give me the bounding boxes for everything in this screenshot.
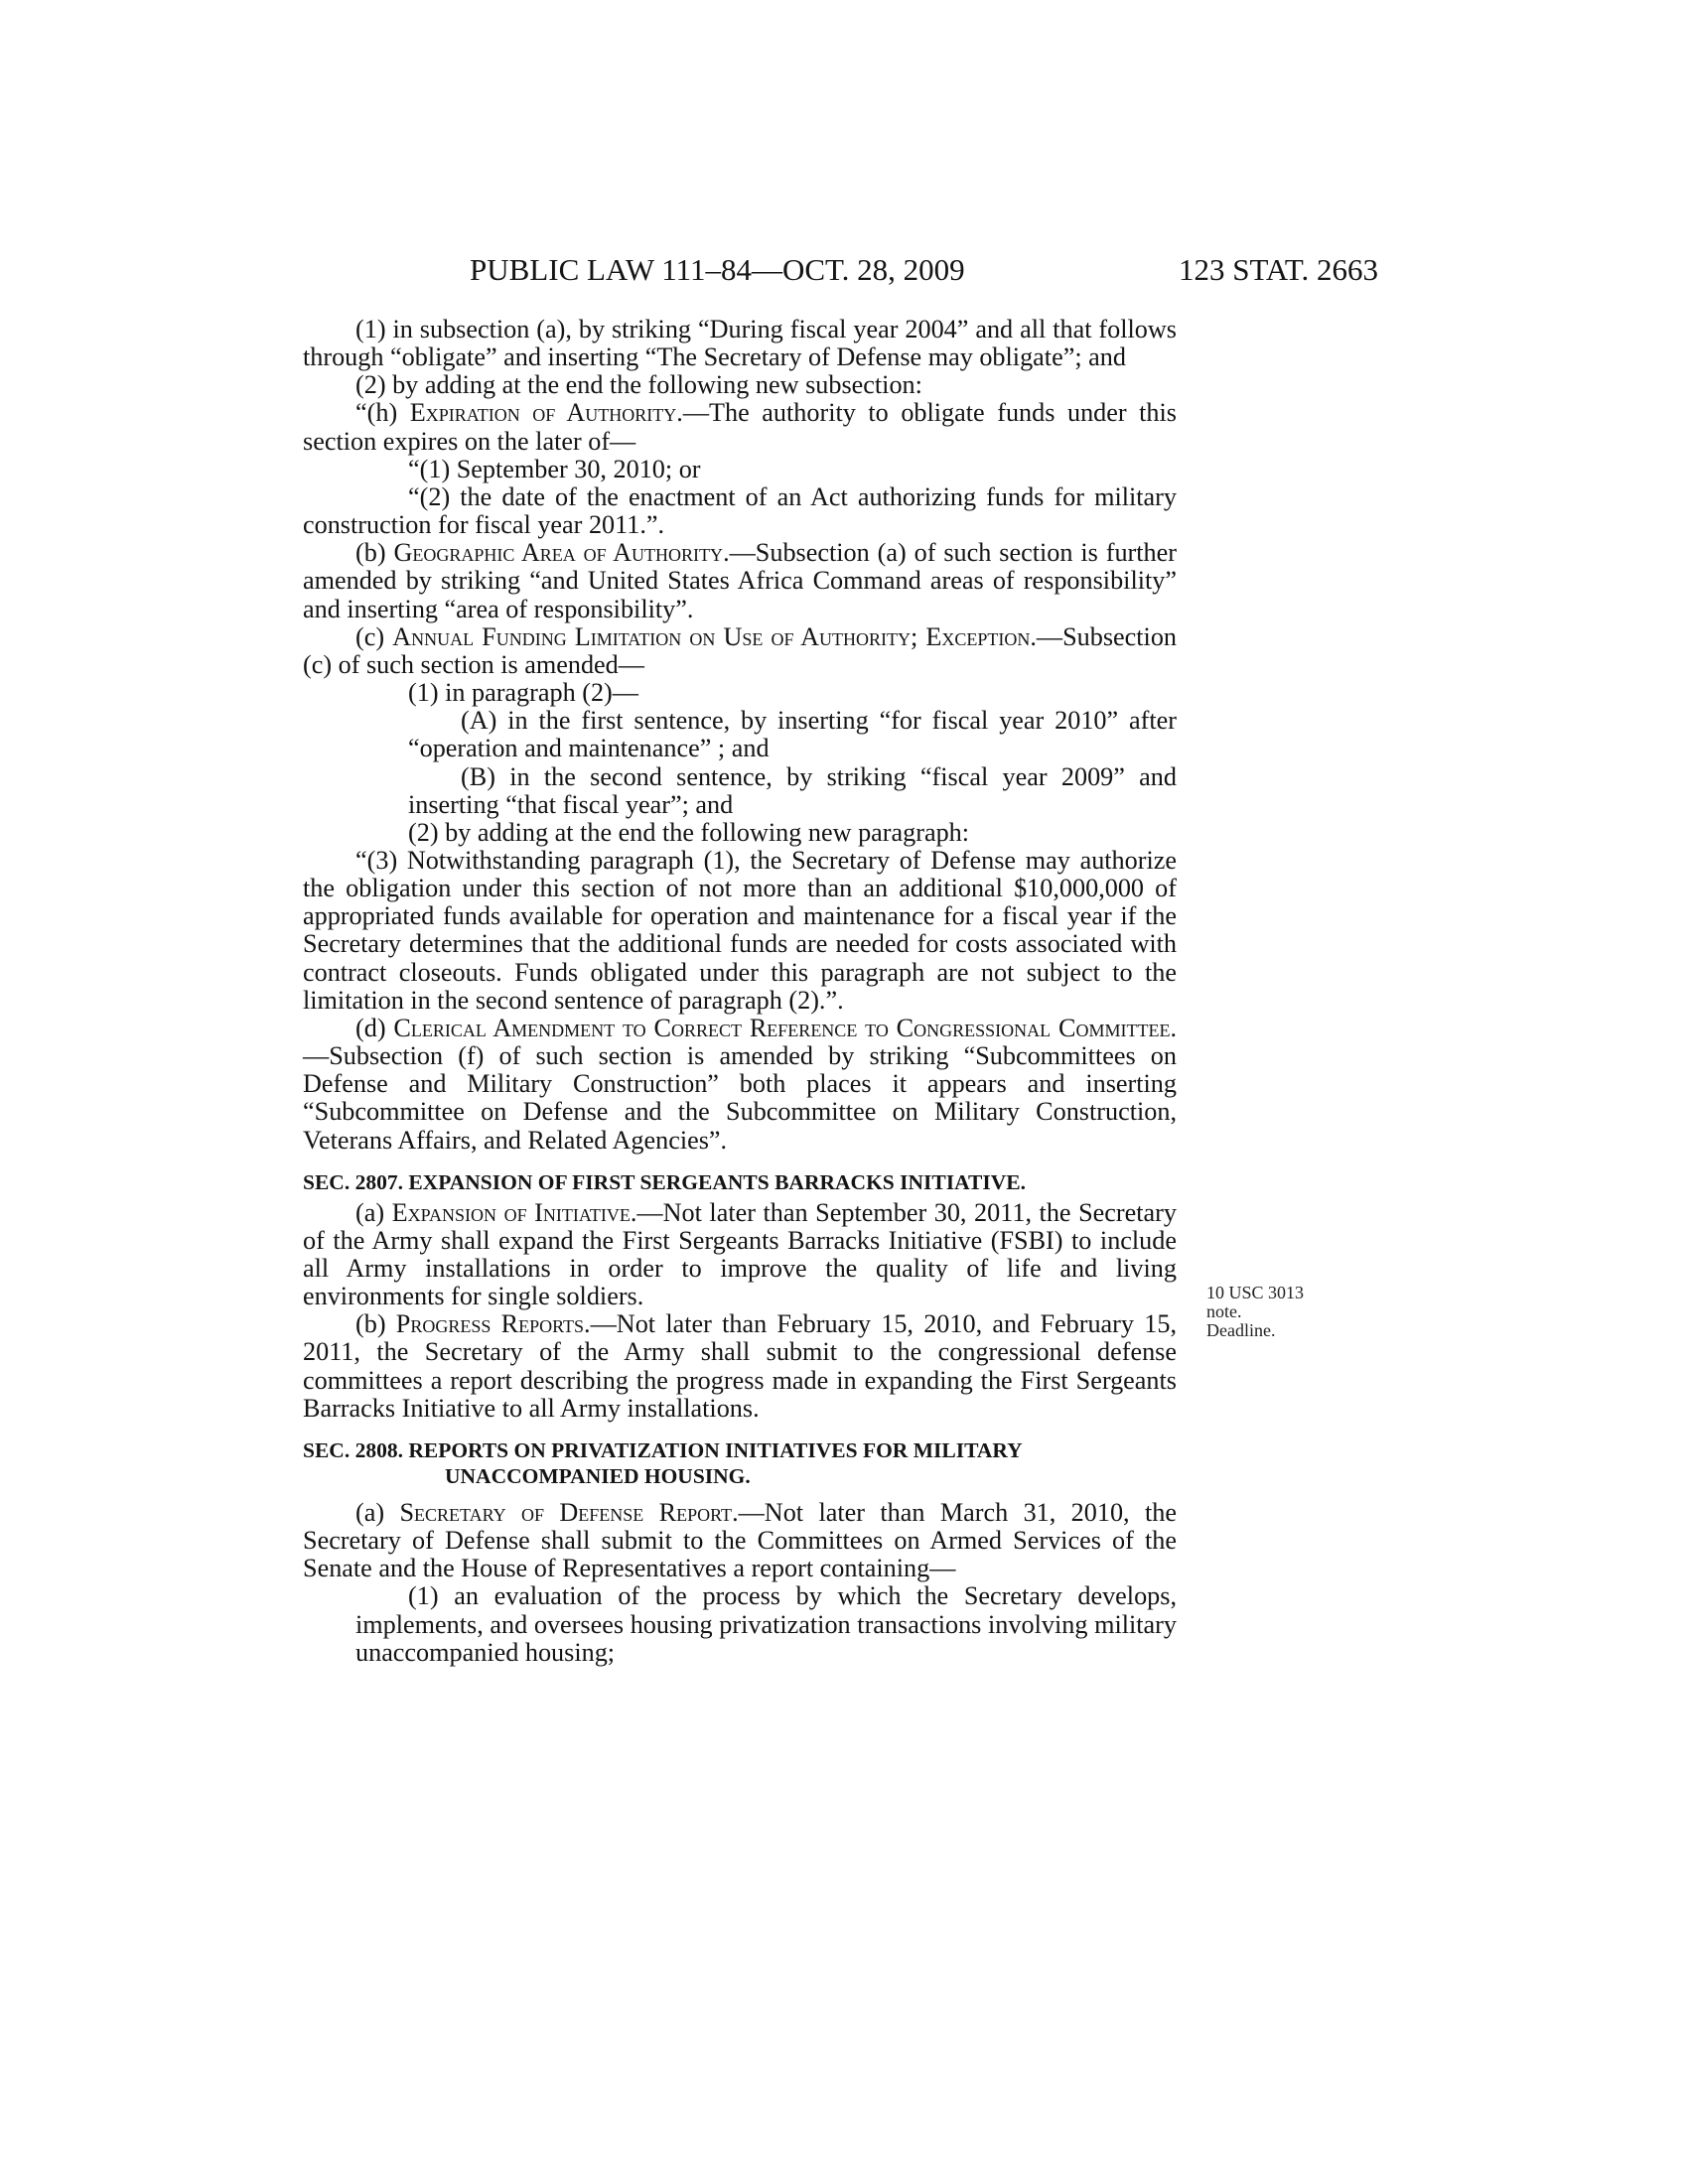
- paragraph: “(1) September 30, 2010; or: [408, 454, 701, 483]
- margin-note-line: Deadline.: [1206, 1320, 1276, 1340]
- paragraph: (a) Expansion of Initiative.—Not later than September 30, 2011, the Secretary of the Army shall expand the First Sergeants Barracks Initiative (FSBI) to include all Army installations in order to improve the quality of life and living environments for single soldiers.: [303, 1197, 1177, 1311]
- paragraph: (1) in subsection (a), by striking “During fiscal year 2004” and all that follows through “obligate” and inserting “The Secretary of Defense may obligate”; and: [303, 315, 1177, 372]
- paragraph: (d) Clerical Amendment to Correct Reference to Congressional Committee.—Subsection (f) of such section is amended by striking “Subcommittees on Defense and Military Construction” both places it appears and inserting “Subcommittee on Defense and the Subcommittee on Military Construction, Veterans Affairs, and Related Agencies”.: [303, 1013, 1177, 1155]
- paragraph: (b) Geographic Area of Authority.—Subsection (a) of such section is further amended by striking “and United States Africa Command areas of responsibility” and inserting “area of responsibility”.: [303, 538, 1177, 623]
- paragraph: “(3) Notwithstanding paragraph (1), the Secretary of Defense may authorize the obligation under this section of not more than an additional $10,000,000 of appropriated funds available for operation and maintenance for a fiscal year if the Secretary determines that the additional funds are needed for costs associated with contract closeouts. Funds obligated under this paragraph are not subject to the limitation in the second sentence of paragraph (2).”.: [303, 845, 1177, 1015]
- paragraph: (c) Annual Funding Limitation on Use of Authority; Exception.—Subsection (c) of such section is amended—: [303, 621, 1178, 679]
- paragraph: “(2) the date of the enactment of an Act authorizing funds for military construction for fiscal year 2011.”.: [303, 481, 1177, 540]
- stat-page-number: 123 STAT. 2663: [1178, 252, 1378, 287]
- paragraph: (a) Secretary of Defense Report.—Not later than March 31, 2010, the Secretary of Defense shall submit to the Committees on Armed Services of the Senate and the House of Representatives a report containing—: [303, 1497, 1177, 1583]
- paragraph: (1) in paragraph (2)—: [408, 678, 638, 708]
- page-header: [470, 250, 1378, 290]
- paragraph: (B) in the second sentence, by striking “fiscal year 2009” and inserting “that fiscal year”; and: [408, 761, 1177, 819]
- section-heading-2807: SEC. 2807. EXPANSION OF FIRST SERGEANTS BARRACKS INITIATIVE.: [303, 1169, 1026, 1194]
- paragraph: (2) by adding at the end the following new subsection:: [355, 370, 922, 400]
- margin-note-line: 10 USC 3013: [1206, 1283, 1305, 1302]
- paragraph: (A) in the first sentence, by inserting “for fiscal year 2010” after “operation and maintenance” ; and: [408, 706, 1177, 763]
- paragraph: (b) Progress Reports.—Not later than February 15, 2010, and February 15, 2011, the Secretary of the Army shall submit to the congressional defense committees a report describing the progress made in expanding the First Sergeants Barracks Initiative to all Army installations.: [303, 1309, 1177, 1423]
- paragraph: “(h) Expiration of Authority.—The authority to obligate funds under this section expires on the later of—: [303, 398, 1177, 456]
- running-head: PUBLIC LAW 111–84—OCT. 28, 2009: [470, 252, 965, 287]
- margin-note-2807: [1206, 1284, 1336, 1340]
- margin-note-line: note.: [1206, 1301, 1242, 1321]
- paragraph: (1) an evaluation of the process by which the Secretary develops, implements, and oversees housing privatization transactions involving military unaccompanied housing;: [355, 1581, 1177, 1667]
- section-heading-2808: SEC. 2808. REPORTS ON PRIVATIZATION INITIATIVES FOR MILITARY UNACCOMPANIED HOUSING.: [303, 1437, 1022, 1488]
- paragraph: (2) by adding at the end the following new paragraph:: [408, 817, 970, 847]
- document-body: [303, 316, 1177, 1667]
